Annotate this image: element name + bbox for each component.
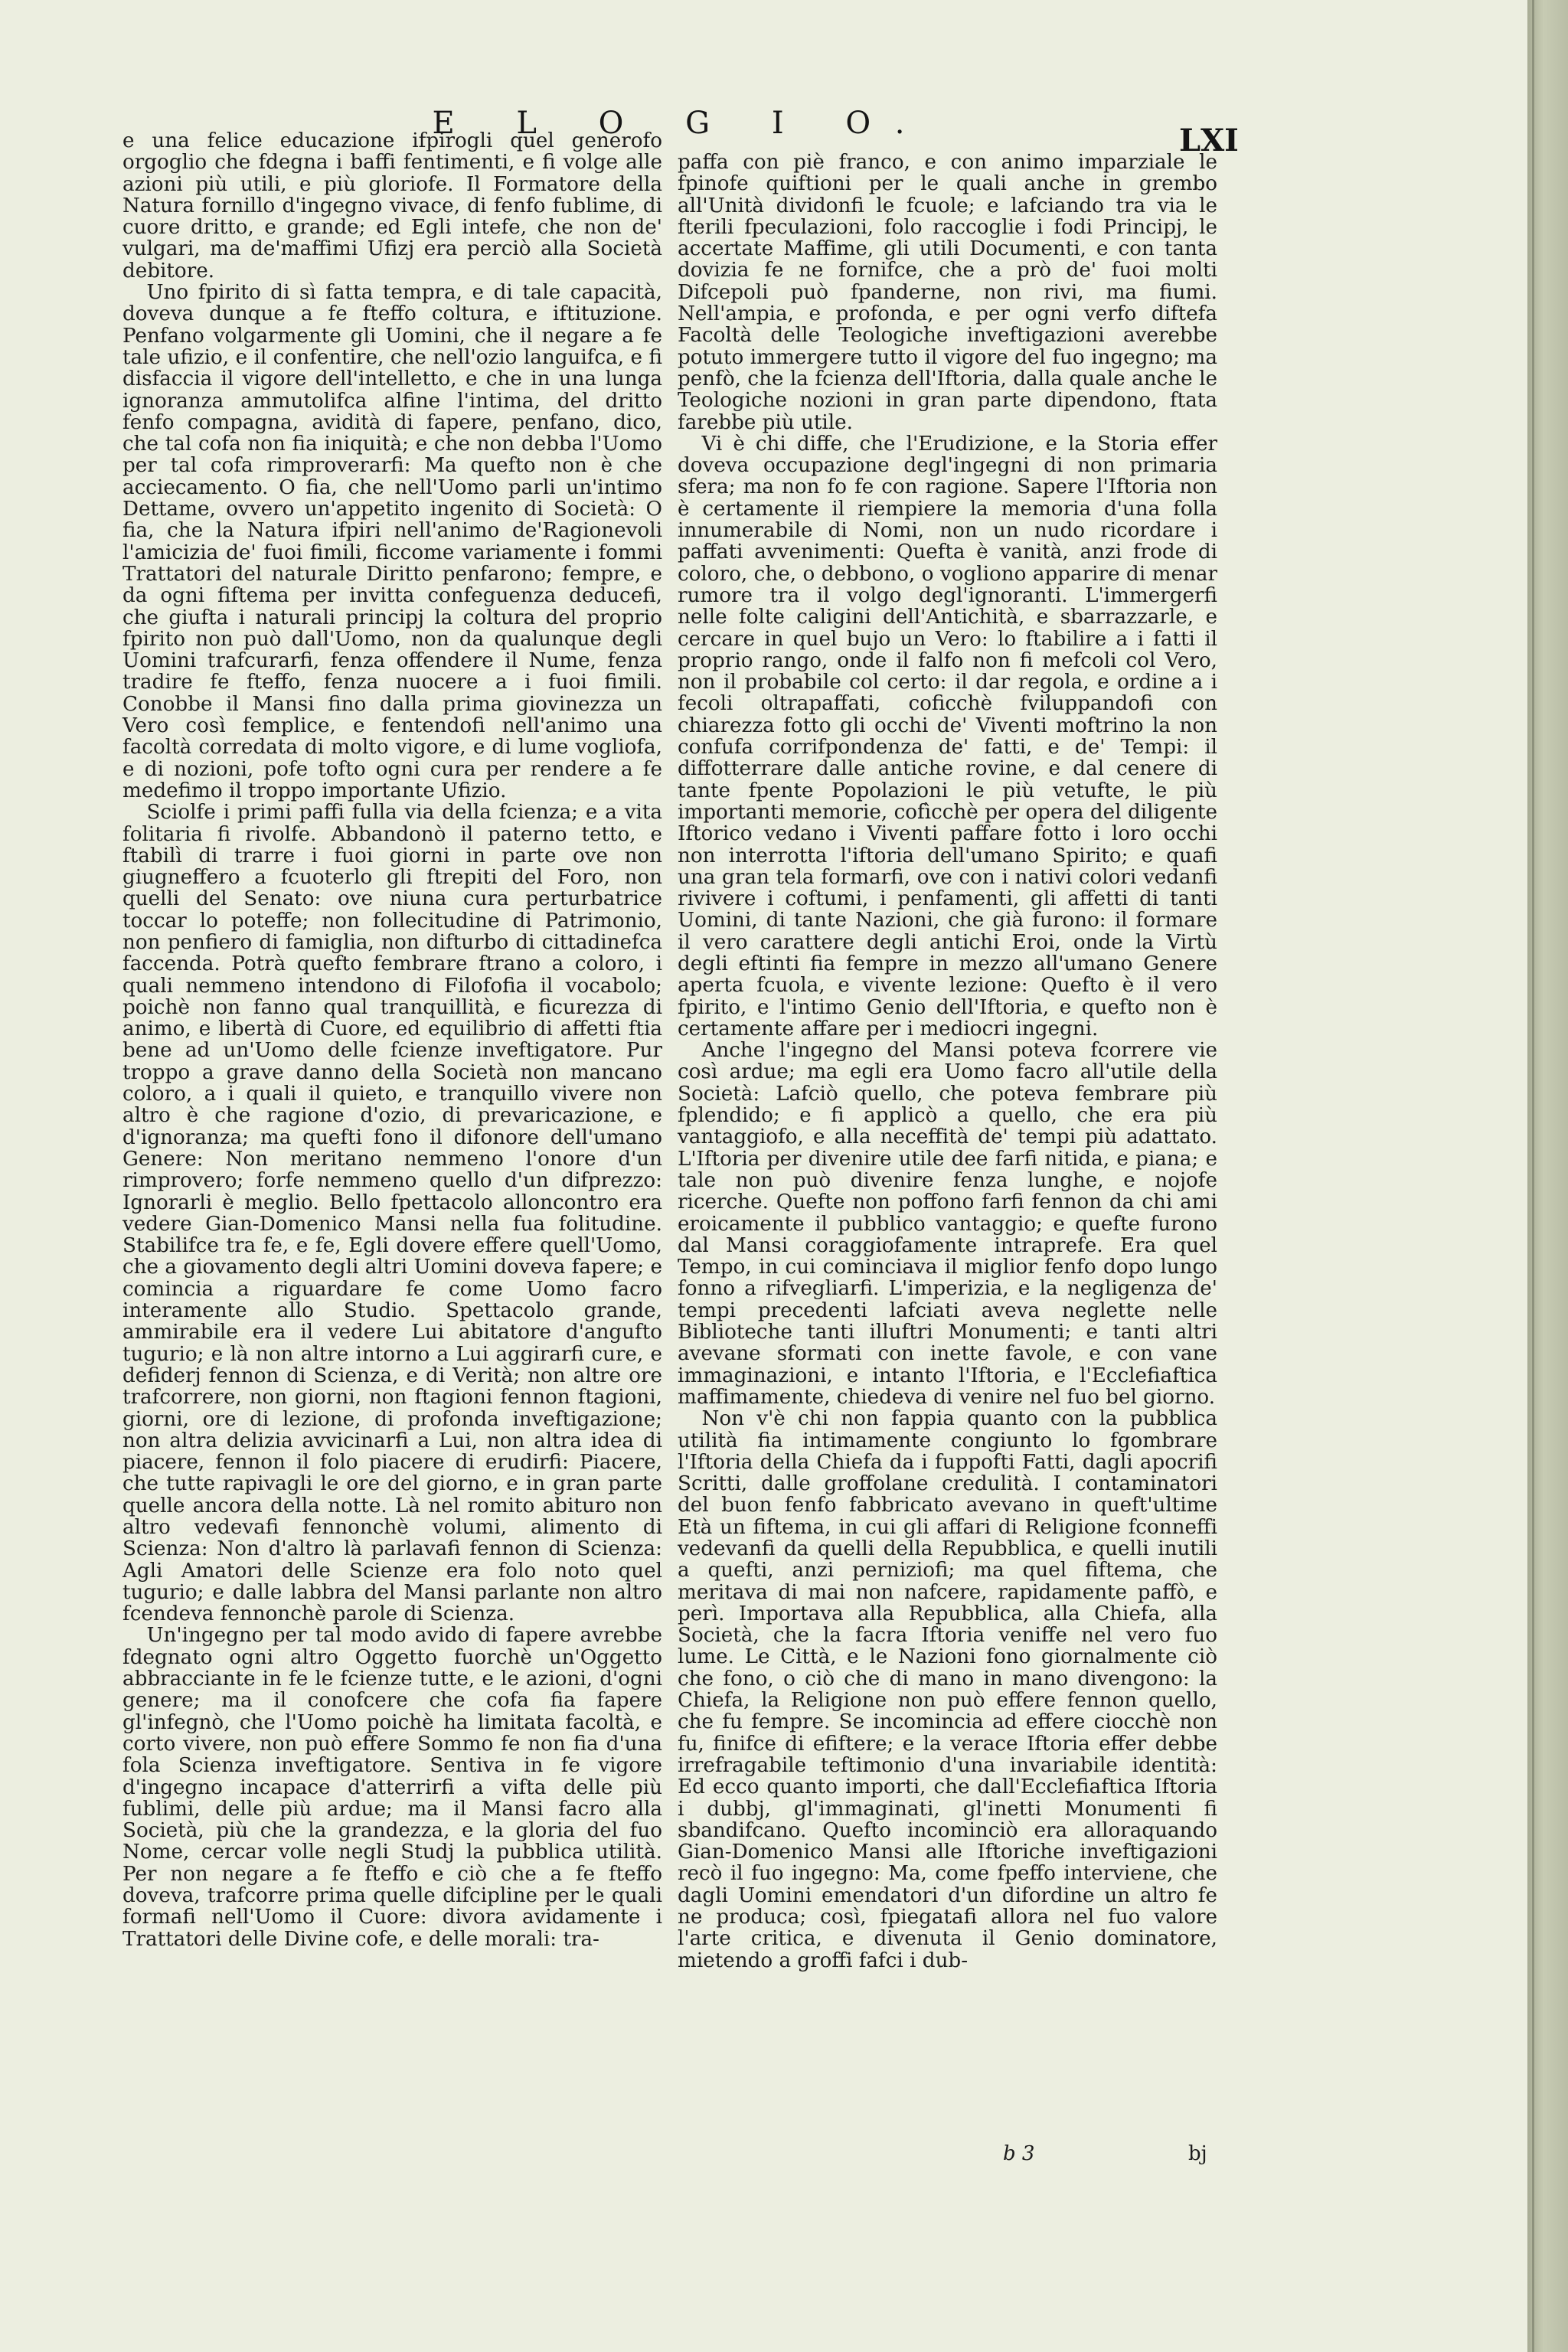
paragraph: Sciolfe i primi paffi fulla via della fcienza; e a vita folitaria fi rivolfe. Abbandonò il paterno tetto, e ftabilì di trarre i fuoi giorni in parte ove non giugneffero a fcuoterlo gli ftrepiti del Foro, non quelli del Senato: ove niuna cura perturbatrice toccar lo poteffe; non follecitudine di Patrimonio, non penfiero di famiglia, non difturbo di cittadinefca faccenda. Potrà quefto fembrare ftrano a coloro, i quali nemmeno intendono di Filofofia il vocabolo; poichè non fanno qual tranquillità, e ficurezza di animo, e libertà di Cuore, ed equilibrio di affetti ftia bene ad un'Uomo delle fcienze inveftigatore. Pur troppo a grave danno della Società non mancano coloro, a i quali il quieto, e tranquillo vivere non altro è che ragione d'ozio, di prevaricazione, e d'ignoranza; ma quefti fono il difonore dell'umano Genere: Non meritano nemmeno l'onore d'un rimprovero; forfe nemmeno quello d'un difprezzo: Ignorarli è meglio. Bello fpettacolo alloncontro era vedere Gian-Domenico Mansi nella fua folitudine. Stabilifce tra fe, e fe, Egli dovere effere quell'Uomo, che a giovamento degli altri Uomini doveva fapere; e comincia a riguardare fe come Uomo facro interamente allo Studio. Spettacolo grande, ammirabile era il vedere Lui abitatore d'angufto tugurio; e là non altre intorno a Lui aggirarfi cure, e defiderj fennon di Scienza, e di Verità; non altre ore trafcorrere, non giorni, non ftagioni fennon ftagioni, giorni, ore di lezione, di profonda inveftigazione; non altra delizia avvicinarfi a Lui, non altra idea di piacere, fennon il folo piacere di erudirfi: Piacere, che tutte rapivagli le ore del giorno, e in gran parte quelle ancora della notte. Là nel romito abituro non altro vedevafi fennonchè volumi, alimento di Scienza: Non d'altro là parlavafi fennon di Scienza: Agli Amatori delle Scienze era folo noto quel tugurio; e dalle labbra del Mansi parlante non altro fcendeva fennonchè parole di Scienza. — [122, 801, 662, 1626]
catchword: bj — [1188, 2142, 1207, 2165]
paragraph: Uno fpirito di sì fatta tempra, e di tale capacità, doveva dunque a fe fteffo coltura, e iftituzione. Penfano volgarmente gli Uomini, che il negare a fe tale ufizio, e il confentire, che nell'ozio languifca, e fi disfaccia il vigore dell'intelletto, e che in una lunga ignoranza ammutolifca alfine l'intima, del dritto fenfo compagna, avidità di fapere, penfano, dico, che tal cofa non fia iniquità; e che non debba l'Uomo per tal cofa rimproverarfi: Ma quefto non è che acciecamento. O fia, che nell'Uomo parli un'intimo Dettame, ovvero un'appetito ingenito di Società: O fia, che la Natura ifpiri nell'animo de'Ragionevoli l'amicizia de' fuoi fimili, ficcome variamente i fommi Trattatori del naturale Diritto penfarono; fempre, e da ogni fiftema per invitta confeguenza deducefi, che giufta i naturali principj la coltura del proprio fpirito non può dall'Uomo, non da qualunque degli Uomini trafcurarfi, fenza offendere il Nume, fenza tradire fe fteffo, fenza nuocere a i fuoi fimili. Conobbe il Mansi fino dalla prima giovinezza un Vero così femplice, e fentendofi nell'animo una facoltà corredata di molto vigore, e di lume vogliofa, e di nozioni, pofe tofto ogni cura per rendere a fe medefimo il troppo importante Ufizio. — [122, 281, 662, 802]
page-number: LXI — [1179, 122, 1239, 158]
paragraph: Non v'è chi non fappia quanto con la pubblica utilità fia intimamente congiunto lo fgombrare l'Iftoria della Chiefa da i fuppofti Fatti, dagli apocrifi Scritti, dalle groffolane credulità. I contaminatori del buon fenfo fabbricato avevano in queft'ultime Età un fiftema, in cui gli affari di Religione fconneffi vedevanfi da quelli della Repubblica, e quelli inutili a quefti, anzi perniziofi; ma quel fiftema, che meritava di mai non nafcere, rapidamente paffò, e perì. Importava alla Repubblica, alla Chiefa, alla Società, che la facra Iftoria veniffe nel vero fuo lume. Le Città, e le Nazioni fono giornalmente ciò che fono, o ciò che di mano in mano divengono: la Chiefa, la Religione non può effere fennon quello, che fu fempre. Se incomincia ad effere ciocchè non fu, finifce di efiftere; e la verace Iftoria effer debbe irrefragabile teftimonio d'una invariabile identità: Ed ecco quanto importi, che dall'Ecclefiaftica Iftoria i dubbj, gl'immaginati, gl'inetti Monumenti fi sbandifcano. Quefto incominciò era alloraquando Gian-Domenico Mansi alle Iftoriche inveftigazioni recò il fuo ingegno: Ma, come fpeffo interviene, che dagli Uomini emendatori d'un difordine un altro fe ne produca; così, fpiegatafi allora nel fuo valore l'arte critica, e divenuta il Genio dominatore, mietendo a groffi fafci i dub- — [678, 1407, 1217, 1972]
paragraph: Vi è chi diffe, che l'Erudizione, e la Storia effer doveva occupazione degl'ingegni di non primaria sfera; ma non fo fe con ragione. Sapere l'Iftoria non è certamente il riempiere la memoria d'una folla innumerabile di Nomi, non un nudo ricordare i paffati avvenimenti: Quefta è vanità, anzi frode di coloro, che, o debbono, o vogliono apparire di menar rumore tra il volgo degl'ignoranti. L'immergerfi nelle folte caligini dell'Antichità, e sbarrazzarle, e cercare in quel bujo un Vero: lo ftabilire a i fatti il proprio rango, onde il falfo non fi mefcoli col Vero, non il probabile col certo: il dar regola, e ordine a i fecoli oltrapaffati, coficchè fviluppandofi con chiarezza fotto gli occhi de' Viventi moftrino la non confufa corrifpondenza de' fatti, e de' Tempi: il diffotterrare dalle antiche rovine, e dal cenere di tante fpente Popolazioni le più vetufte, le più importanti memorie, cofìcchè per opera del diligente Iftorico vedano i Viventi paffare fotto i loro occhi non interrotta l'iftoria dell'umano Spirito; e quafi una gran tela formarfi, ove con i nativi colori vedanfi rivivere i coftumi, i penfamenti, gli affetti di tanti Uomini, di tante Nazioni, che già furono: il formare il vero carattere degli antichi Eroi, onde la Virtù degli eftinti fia fempre in mezzo all'umano Genere aperta fcuola, e vivente lezione: Quefto è il vero fpirito, e l'intimo Genio dell'Iftoria, e quefto non è certamente affare per i mediocri ingegni. — [678, 432, 1217, 1040]
book-binding-edge — [1527, 0, 1568, 2352]
running-title: E L O G I O. — [432, 106, 931, 141]
right-text-column — [678, 152, 1217, 1971]
signature-mark: b 3 — [1003, 2142, 1035, 2165]
paragraph: Un'ingegno per tal modo avido di fapere avrebbe fdegnato ogni altro Oggetto fuorchè un'Oggetto abbracciante in fe le fcienze tutte, e le azioni, d'ogni genere; ma il conofcere che cofa fia fapere gl'infegnò, che l'Uomo poichè ha limitata facoltà, e corto vivere, non può effere Sommo fe non fia d'una fola Scienza inveftigatore. Sentiva in fe vigore d'ingegno incapace d'atterrirfi a vifta delle più fublimi, delle più ardue; ma il Mansi facro alla Società, più che la grandezza, e la gloria del fuo Nome, cercar volle negli Studj la pubblica utilità. Per non negare a fe fteffo e ciò che a fe fteffo doveva, trafcorre prima quelle difcipline per le quali formafi nell'Uomo il Cuore: divora avidamente i Trattatori delle Divine cofe, e delle morali: tra- — [122, 1624, 662, 1951]
paragraph: Anche l'ingegno del Mansi poteva fcorrere vie così ardue; ma egli era Uomo facro all'utile della Società: Lafciò quello, che poteva fembrare più fplendido; e fi applicò a quello, che era più vantaggiofo, e alla neceffità de' tempi più adattato. L'Iftoria per divenire utile dee farfi nitida, e piana; e tale non può divenire fenza lunghe, e nojofe ricerche. Quefte non poffono farfi fennon da chi ami eroicamente il pubblico vantaggio; e quefte furono dal Mansi coraggiofamente intraprefe. Era quel Tempo, in cui cominciava il miglior fenfo dopo lungo fonno a rifvegliarfi. L'imperizia, e la negligenza de' tempi precedenti lafciati aveva neglette nelle Biblioteche tanti illuftri Monumenti; e tanti altri avevane sformati con inette favole, e con vane immaginazioni, e intanto l'Iftoria, e l'Ecclefiaftica maffimamente, chiedeva di venire nel fuo bel giorno. — [678, 1039, 1217, 1409]
paragraph: paffa con piè franco, e con animo imparziale le fpinofe quiftioni per le quali anche in grembo all'Unità dividonfi le fcuole; e lafciando tra via le fterili fpeculazioni, folo raccoglie i fodi Principj, le accertate Maffime, gli utili Documenti, e con tanta dovizia fe ne fornifce, che a prò de' fuoi molti Difcepoli può fpanderne, non rivi, ma fiumi. Nell'ampia, e profonda, e per ogni verfo diftefa Facoltà delle Teologiche inveftigazioni averebbe potuto immergere tutto il vigore del fuo ingegno; ma penfò, che la fcienza dell'Iftoria, dalla quale anche le Teologiche nozioni in gran parte dipendono, ftata farebbe più utile. — [678, 151, 1217, 434]
paragraph: e una felice educazione ifpirogli quel generofo orgoglio che fdegna i baffi fentimenti, e fi volge alle azioni più utili, e più gloriofe. Il Formatore della Natura fornillo d'ingegno vivace, di fenfo fublime, di cuore dritto, e grande; ed Egli intefe, che non de' vulgari, ma de'maffimi Ufizj era perciò alla Società debitore. — [122, 129, 662, 283]
left-text-column — [122, 130, 662, 1950]
